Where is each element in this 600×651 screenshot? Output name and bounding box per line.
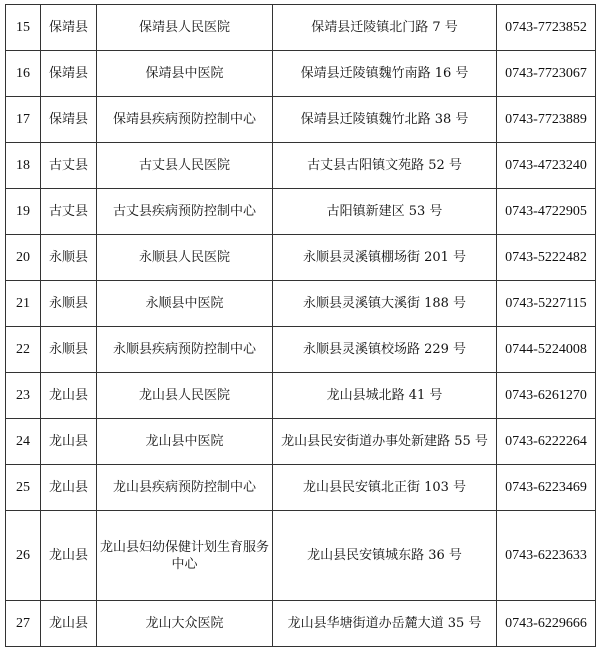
county-cell: 古丈县 bbox=[41, 189, 97, 235]
phone-cell: 0743-6222264 bbox=[497, 419, 596, 465]
table-row bbox=[6, 5, 596, 51]
table-row bbox=[6, 511, 596, 601]
phone-cell: 0743-7723889 bbox=[497, 97, 596, 143]
county-cell: 古丈县 bbox=[41, 143, 97, 189]
address-cell: 古阳镇新建区 53 号 bbox=[273, 189, 497, 235]
phone-cell: 0743-6261270 bbox=[497, 373, 596, 419]
phone-cell: 0743-4722905 bbox=[497, 189, 596, 235]
table-row bbox=[6, 465, 596, 511]
phone-cell: 0744-5224008 bbox=[497, 327, 596, 373]
county-cell: 永顺县 bbox=[41, 327, 97, 373]
phone-cell: 0743-6223469 bbox=[497, 465, 596, 511]
institution-name-cell: 古丈县人民医院 bbox=[97, 143, 273, 189]
county-cell: 永顺县 bbox=[41, 235, 97, 281]
address-cell: 龙山县民安镇城东路 36 号 bbox=[273, 511, 497, 601]
table-row bbox=[6, 419, 596, 465]
phone-cell: 0743-5222482 bbox=[497, 235, 596, 281]
table-row bbox=[6, 600, 596, 646]
row-number: 23 bbox=[6, 373, 41, 419]
address-cell: 保靖县迁陵镇魏竹北路 38 号 bbox=[273, 97, 497, 143]
row-number: 19 bbox=[6, 189, 41, 235]
table-row bbox=[6, 281, 596, 327]
table-row bbox=[6, 51, 596, 97]
address-cell: 龙山县华塘街道办岳麓大道 35 号 bbox=[273, 600, 497, 646]
institution-name-cell: 永顺县人民医院 bbox=[97, 235, 273, 281]
address-cell: 古丈县古阳镇文苑路 52 号 bbox=[273, 143, 497, 189]
institution-name-cell: 永顺县疾病预防控制中心 bbox=[97, 327, 273, 373]
institution-name-cell: 保靖县疾病预防控制中心 bbox=[97, 97, 273, 143]
phone-cell: 0743-7723067 bbox=[497, 51, 596, 97]
address-cell: 龙山县城北路 41 号 bbox=[273, 373, 497, 419]
institution-name-cell: 永顺县中医院 bbox=[97, 281, 273, 327]
county-cell: 龙山县 bbox=[41, 600, 97, 646]
row-number: 26 bbox=[6, 511, 41, 601]
address-cell: 保靖县迁陵镇魏竹南路 16 号 bbox=[273, 51, 497, 97]
phone-cell: 0743-5227115 bbox=[497, 281, 596, 327]
county-cell: 龙山县 bbox=[41, 511, 97, 601]
institution-name-cell: 龙山县人民医院 bbox=[97, 373, 273, 419]
address-cell: 永顺县灵溪镇棚场街 201 号 bbox=[273, 235, 497, 281]
row-number: 16 bbox=[6, 51, 41, 97]
row-number: 20 bbox=[6, 235, 41, 281]
county-cell: 保靖县 bbox=[41, 97, 97, 143]
row-number: 24 bbox=[6, 419, 41, 465]
table-row bbox=[6, 235, 596, 281]
county-cell: 龙山县 bbox=[41, 373, 97, 419]
address-cell: 保靖县迁陵镇北门路 7 号 bbox=[273, 5, 497, 51]
phone-cell: 0743-6229666 bbox=[497, 600, 596, 646]
institution-name-cell: 古丈县疾病预防控制中心 bbox=[97, 189, 273, 235]
institution-name-cell: 保靖县人民医院 bbox=[97, 5, 273, 51]
hospital-table bbox=[5, 4, 596, 647]
county-cell: 龙山县 bbox=[41, 465, 97, 511]
address-cell: 永顺县灵溪镇校场路 229 号 bbox=[273, 327, 497, 373]
phone-cell: 0743-7723852 bbox=[497, 5, 596, 51]
institution-name-cell: 龙山县中医院 bbox=[97, 419, 273, 465]
row-number: 27 bbox=[6, 600, 41, 646]
row-number: 15 bbox=[6, 5, 41, 51]
institution-name-cell: 龙山大众医院 bbox=[97, 600, 273, 646]
table-row bbox=[6, 97, 596, 143]
county-cell: 保靖县 bbox=[41, 51, 97, 97]
county-cell: 龙山县 bbox=[41, 419, 97, 465]
institution-name-cell: 保靖县中医院 bbox=[97, 51, 273, 97]
phone-cell: 0743-6223633 bbox=[497, 511, 596, 601]
row-number: 21 bbox=[6, 281, 41, 327]
phone-cell: 0743-4723240 bbox=[497, 143, 596, 189]
institution-name-cell: 龙山县疾病预防控制中心 bbox=[97, 465, 273, 511]
county-cell: 保靖县 bbox=[41, 5, 97, 51]
address-cell: 永顺县灵溪镇大溪街 188 号 bbox=[273, 281, 497, 327]
table-row bbox=[6, 189, 596, 235]
address-cell: 龙山县民安街道办事处新建路 55 号 bbox=[273, 419, 497, 465]
address-cell: 龙山县民安镇北正街 103 号 bbox=[273, 465, 497, 511]
county-cell: 永顺县 bbox=[41, 281, 97, 327]
row-number: 22 bbox=[6, 327, 41, 373]
institution-name-cell: 龙山县妇幼保健计划生育服务中心 bbox=[97, 511, 273, 601]
row-number: 25 bbox=[6, 465, 41, 511]
table-row bbox=[6, 373, 596, 419]
table-row bbox=[6, 143, 596, 189]
table-row bbox=[6, 327, 596, 373]
table-body bbox=[6, 5, 596, 647]
row-number: 17 bbox=[6, 97, 41, 143]
row-number: 18 bbox=[6, 143, 41, 189]
